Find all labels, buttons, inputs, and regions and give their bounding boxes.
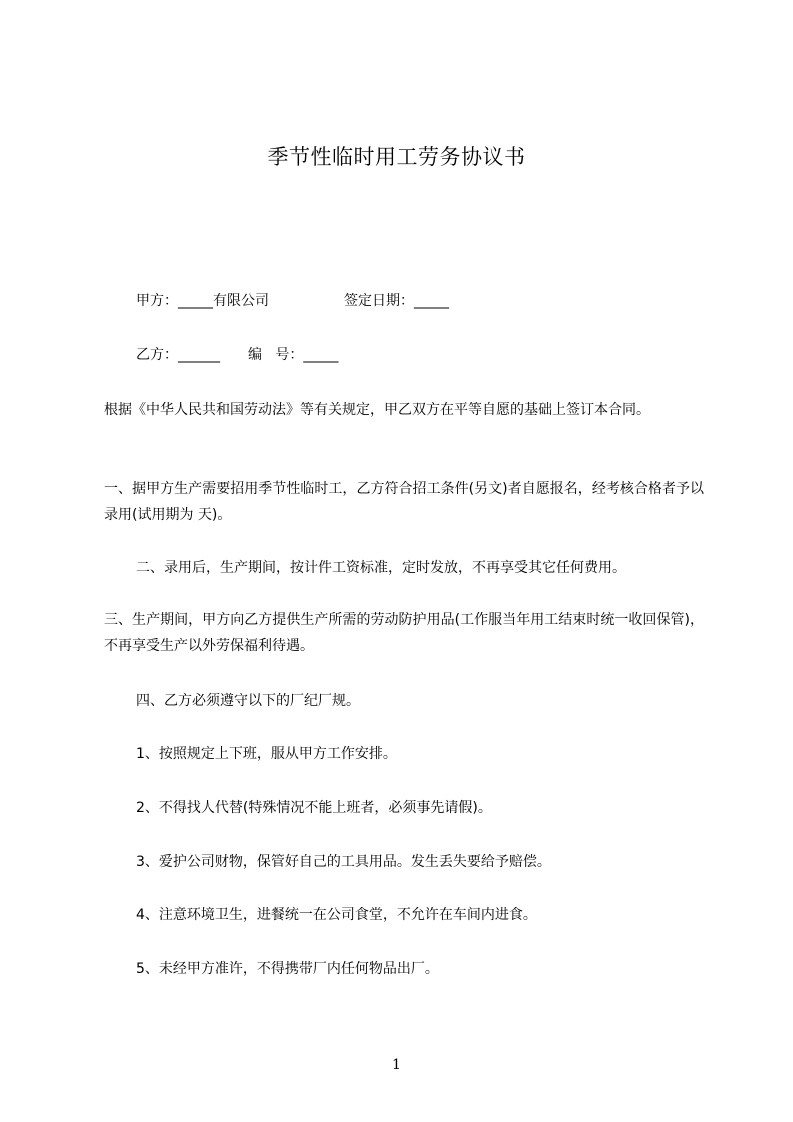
rule-5-item: 5、未经甲方准许，不得携带厂内任何物品出厂。 <box>136 961 439 977</box>
rule-4-item: 4、注意环境卫生，进餐统一在公司食堂，不允许在车间内进食。 <box>136 907 537 923</box>
clause-2-paragraph: 二、录用后，生产期间，按计件工资标准，定时发放，不再享受其它任何费用。 <box>136 560 626 576</box>
rule-3-item: 3、爱护公司财物，保管好自己的工具用品。发生丢失要给予赔偿。 <box>136 854 551 870</box>
page-number: 1 <box>392 1057 401 1073</box>
party-b-field: 乙方：______ <box>136 347 220 363</box>
party-a-field: 甲方：_____有限公司 <box>136 293 269 309</box>
clause-1-paragraph: 一、据甲方生产需要招用季节性临时工，乙方符合招工条件(另文)者自愿报名，经考核合格者予以录用(试用期为 天)。 <box>104 481 704 523</box>
preamble-paragraph: 根据《中华人民共和国劳动法》等有关规定，甲乙双方在平等自愿的基础上签订本合同。 <box>104 402 650 418</box>
sign-date-field: 签定日期：_____ <box>344 293 449 309</box>
rule-2-item: 2、不得找人代替(特殊情况不能上班者，必须事先请假)。 <box>136 800 492 816</box>
clause-3-paragraph: 三、生产期间，甲方向乙方提供生产所需的劳动防护用品(工作服当年用工结束时统一收回保管)，不再享受生产以外劳保福利待遇。 <box>104 612 704 654</box>
rule-1-item: 1、按照规定上下班，服从甲方工作安排。 <box>136 746 397 762</box>
clause-4-paragraph: 四、乙方必须遵守以下的厂纪厂规。 <box>136 693 360 709</box>
contract-number-field: 编 号：_____ <box>248 347 339 363</box>
document-title: 季节性临时用工劳务协议书 <box>267 145 526 169</box>
